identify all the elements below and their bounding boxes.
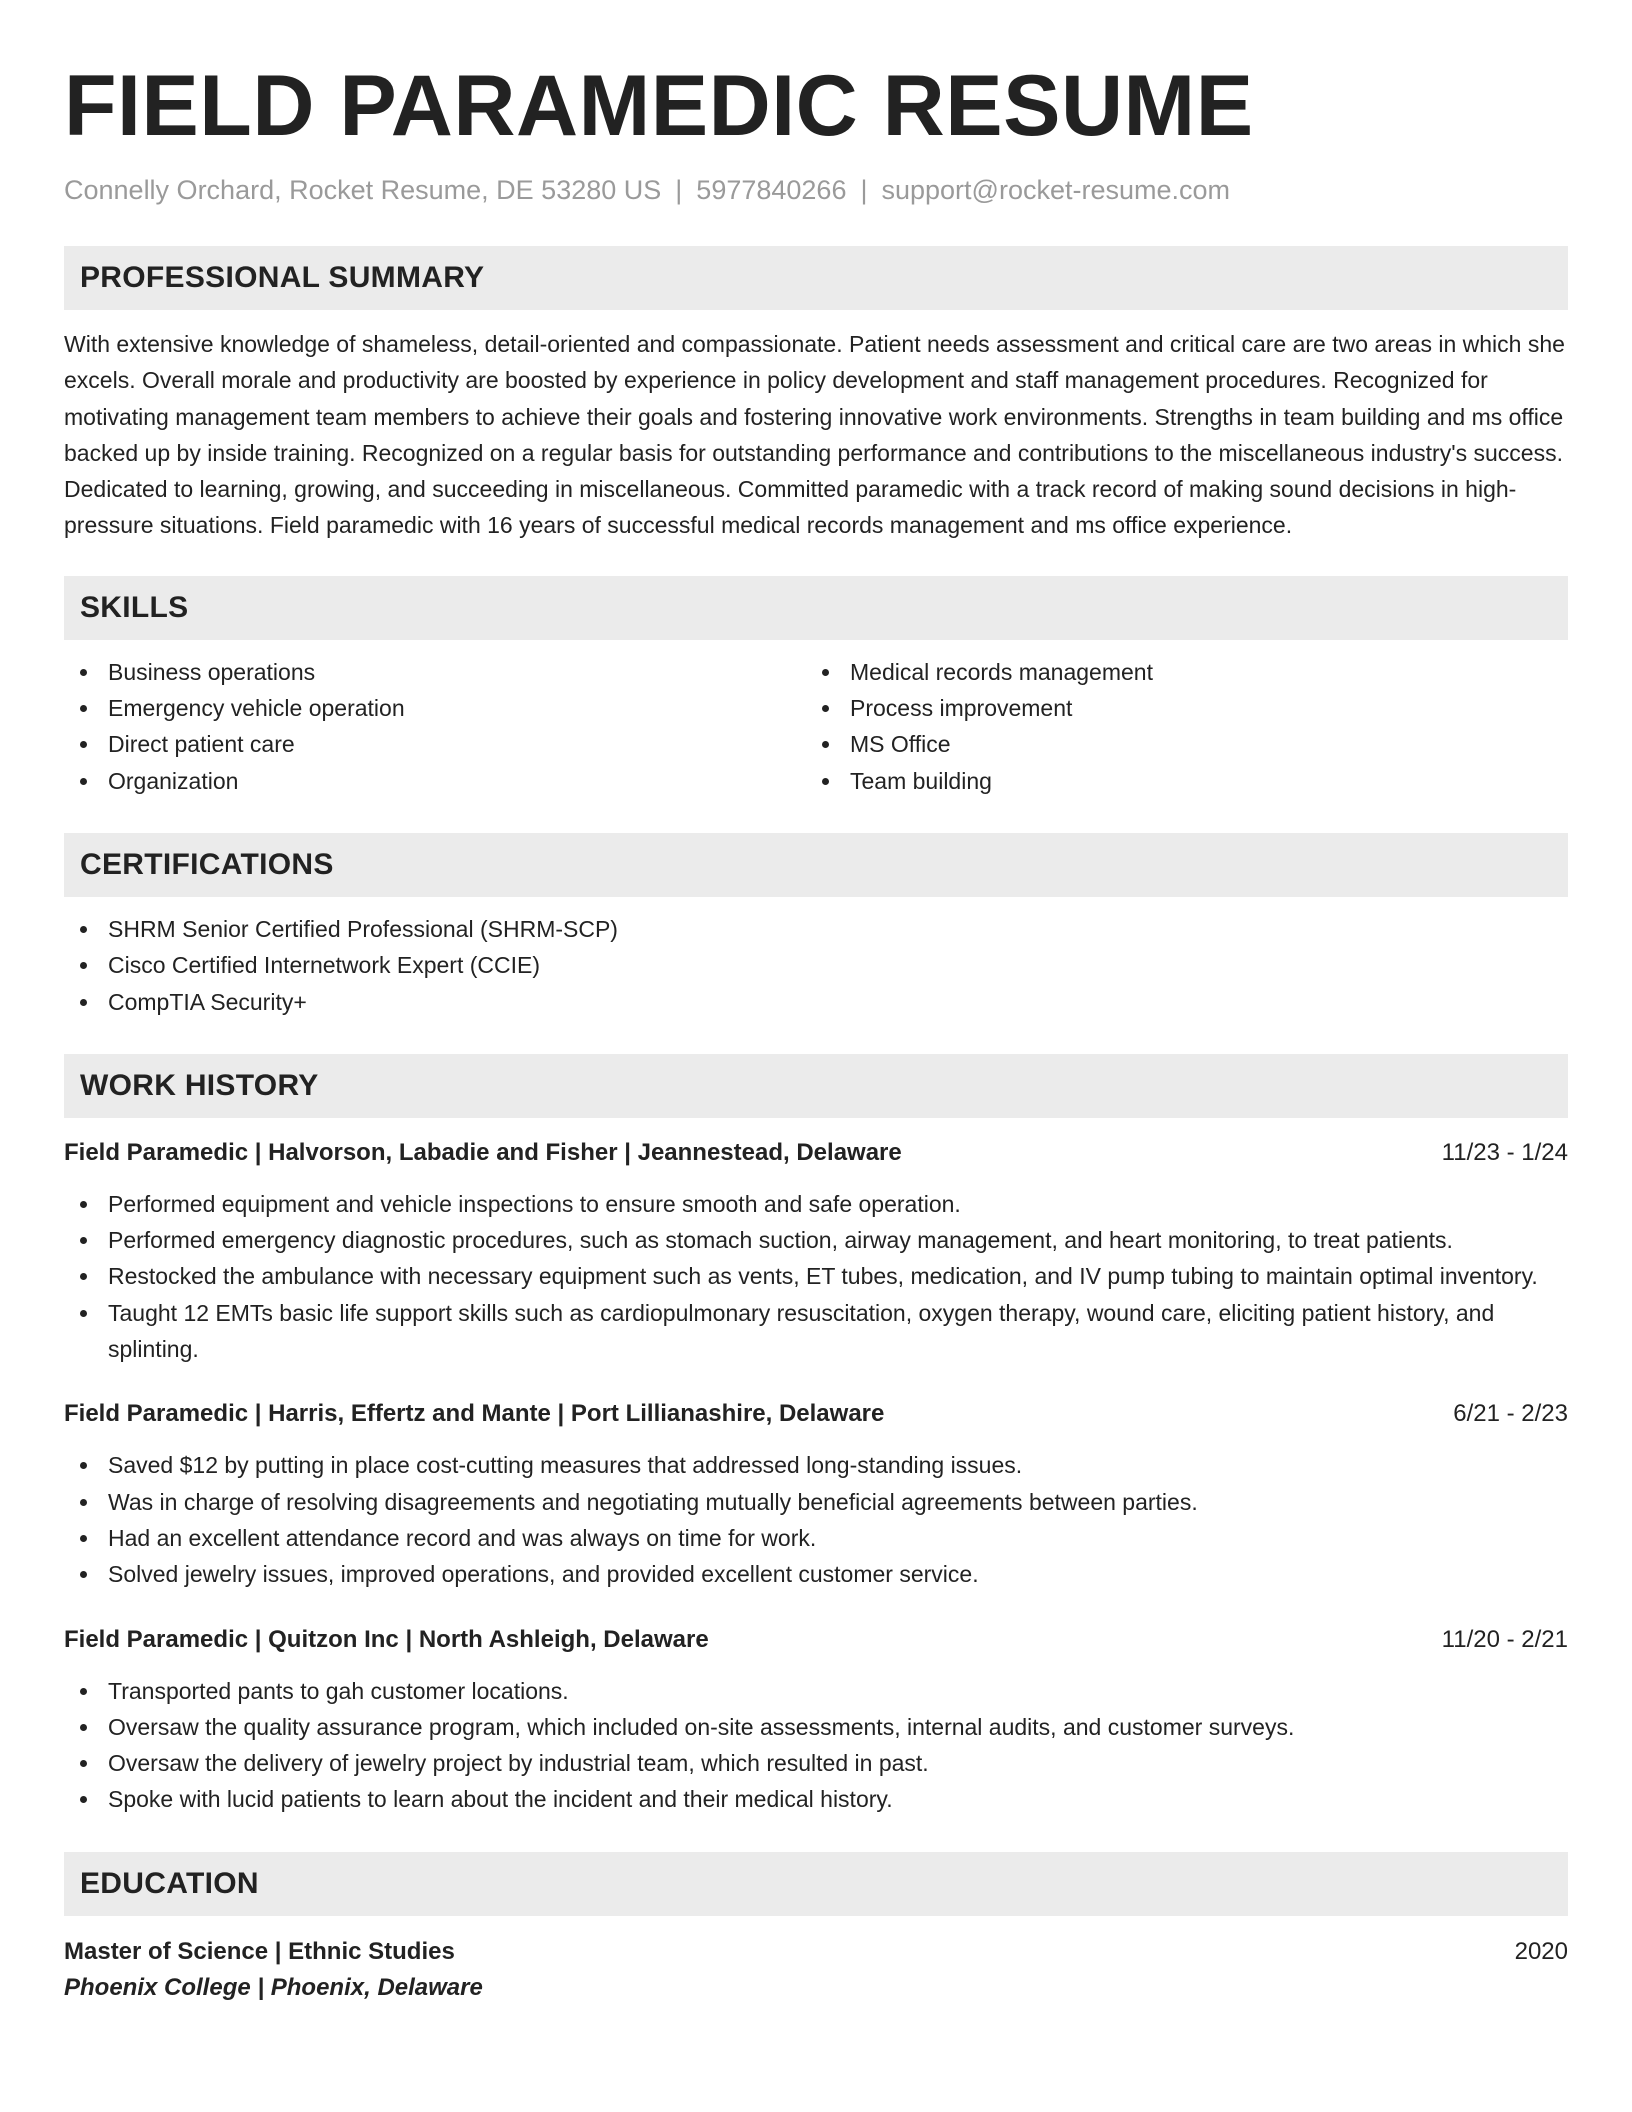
job-dates: 11/20 - 2/21 bbox=[1441, 1625, 1568, 1653]
contact-address: Connelly Orchard, Rocket Resume, DE 53280 US bbox=[64, 175, 662, 205]
contact-line bbox=[64, 172, 1568, 208]
education-school: Phoenix College | Phoenix, Delaware bbox=[64, 1973, 483, 2001]
contact-phone: 5977840266 bbox=[696, 175, 847, 205]
skill-item: Organization bbox=[64, 763, 806, 799]
contact-email: support@rocket-resume.com bbox=[881, 175, 1231, 205]
job-bullet: Taught 12 EMTs basic life support skills such as cardiopulmonary resuscitation, oxygen therapy, wound care, eliciting patient history, and splinting. bbox=[64, 1295, 1568, 1368]
job-dates: 11/23 - 1/24 bbox=[1441, 1138, 1568, 1166]
section-heading-work-history: WORK HISTORY bbox=[64, 1054, 1568, 1118]
job-bullets bbox=[64, 1673, 1568, 1818]
job-entry bbox=[64, 1397, 1568, 1592]
job-bullet: Performed emergency diagnostic procedures, such as stomach suction, airway management, and heart monitoring, to treat patients. bbox=[64, 1222, 1568, 1258]
education-year: 2020 bbox=[1514, 1937, 1568, 1965]
job-title: Field Paramedic | Harris, Effertz and Mante | Port Lillianashire, Delaware bbox=[64, 1400, 885, 1428]
job-bullets bbox=[64, 1447, 1568, 1592]
resume-title: FIELD PARAMEDIC RESUME bbox=[64, 58, 1254, 154]
skill-item: Team building bbox=[806, 763, 1548, 799]
contact-separator: | bbox=[860, 175, 868, 205]
skill-item: MS Office bbox=[806, 726, 1548, 762]
job-header bbox=[64, 1136, 1568, 1170]
job-bullet: Solved jewelry issues, improved operations, and provided excellent customer service. bbox=[64, 1556, 1568, 1592]
job-title: Field Paramedic | Halvorson, Labadie and Fisher | Jeannestead, Delaware bbox=[64, 1138, 902, 1166]
contact-separator: | bbox=[675, 175, 683, 205]
job-bullet: Had an excellent attendance record and was always on time for work. bbox=[64, 1520, 1568, 1556]
skill-item: Business operations bbox=[64, 654, 806, 690]
resume-page bbox=[64, 56, 1568, 2006]
job-bullet: Transported pants to gah customer locations. bbox=[64, 1673, 1568, 1709]
job-bullet: Spoke with lucid patients to learn about the incident and their medical history. bbox=[64, 1781, 1568, 1817]
education-entry bbox=[64, 1934, 1568, 2006]
skill-item: Emergency vehicle operation bbox=[64, 690, 806, 726]
skills-grid bbox=[64, 654, 1568, 799]
section-heading-summary: PROFESSIONAL SUMMARY bbox=[64, 246, 1568, 310]
job-header bbox=[64, 1397, 1568, 1431]
job-bullet: Restocked the ambulance with necessary equipment such as vents, ET tubes, medication, and IV pump tubing to maintain optimal inventory. bbox=[64, 1258, 1568, 1294]
job-entry bbox=[64, 1623, 1568, 1818]
certification-item: CompTIA Security+ bbox=[64, 984, 1568, 1020]
job-bullets bbox=[64, 1186, 1568, 1367]
section-heading-certifications: CERTIFICATIONS bbox=[64, 833, 1568, 897]
skills-column-right bbox=[806, 654, 1548, 799]
skills-column-left bbox=[64, 654, 806, 799]
skill-item: Process improvement bbox=[806, 690, 1548, 726]
summary-paragraph: With extensive knowledge of shameless, detail-oriented and compassionate. Patient needs assessment and critical care are two areas in which she excels. Overall morale and productivity are boosted by experience in policy development and staff management procedures. Recognized for motivating management team members to achieve their goals and fostering innovative work environments. Strengths in team building and ms office backed up by inside training. Recognized on a regular basis for outstanding performance and contributions to the miscellaneous industry's success. Dedicated to learning, growing, and succeeding in miscellaneous. Committed paramedic with a track record of making sound decisions in high-pressure situations. Field paramedic with 16 years of successful medical records management and ms office experience. bbox=[64, 331, 1565, 539]
section-heading-skills: SKILLS bbox=[64, 576, 1568, 640]
education-header bbox=[64, 1934, 1568, 1970]
certifications-list bbox=[64, 911, 1568, 1020]
certification-item: SHRM Senior Certified Professional (SHRM-SCP) bbox=[64, 911, 1568, 947]
skill-item: Medical records management bbox=[806, 654, 1548, 690]
job-entry bbox=[64, 1136, 1568, 1367]
job-bullet: Performed equipment and vehicle inspections to ensure smooth and safe operation. bbox=[64, 1186, 1568, 1222]
job-header bbox=[64, 1623, 1568, 1657]
skill-item: Direct patient care bbox=[64, 726, 806, 762]
job-dates: 6/21 - 2/23 bbox=[1453, 1400, 1568, 1428]
job-bullet: Oversaw the delivery of jewelry project by industrial team, which resulted in past. bbox=[64, 1745, 1568, 1781]
certification-item: Cisco Certified Internetwork Expert (CCIE) bbox=[64, 947, 1568, 983]
job-bullet: Saved $12 by putting in place cost-cutting measures that addressed long-standing issues. bbox=[64, 1447, 1568, 1483]
section-heading-education: EDUCATION bbox=[64, 1852, 1568, 1916]
job-title: Field Paramedic | Quitzon Inc | North Ashleigh, Delaware bbox=[64, 1625, 709, 1653]
job-bullet: Was in charge of resolving disagreements and negotiating mutually beneficial agreements between parties. bbox=[64, 1484, 1568, 1520]
job-bullet: Oversaw the quality assurance program, which included on-site assessments, internal audits, and customer surveys. bbox=[64, 1709, 1568, 1745]
education-degree: Master of Science | Ethnic Studies bbox=[64, 1937, 455, 1965]
